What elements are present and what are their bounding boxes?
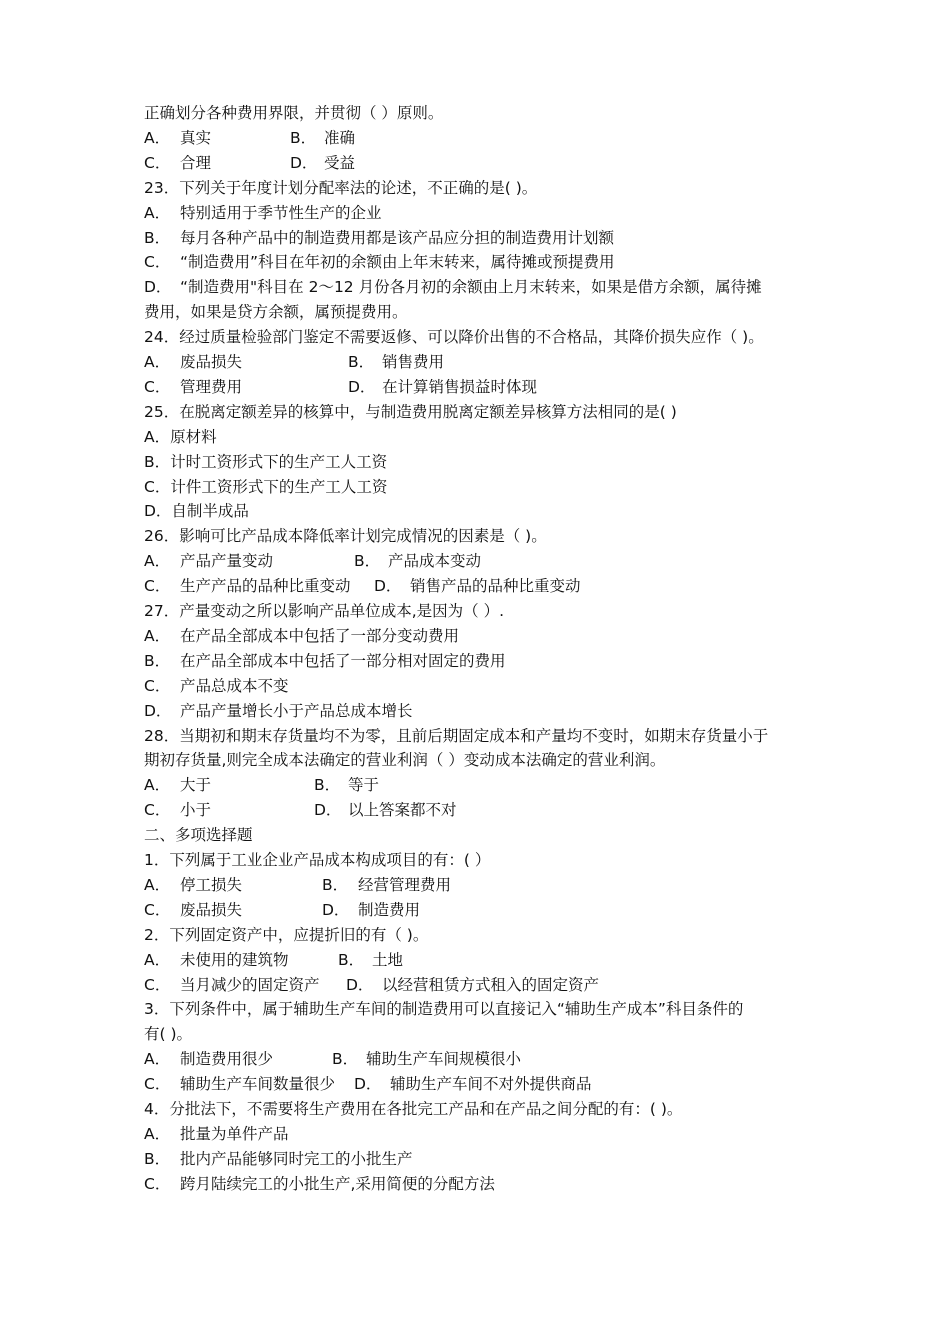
text-segment: C．: [144, 975, 171, 994]
text-segment: 在计算销售损益时体现: [382, 377, 538, 396]
text-segment: A．: [144, 128, 171, 147]
text-segment: 24．经过质量检验部门鉴定不需要返修、可以降价出售的不合格品，其降价损失应作（ )。: [144, 328, 764, 347]
text-segment: B．: [144, 228, 171, 247]
text-segment: C．: [144, 1174, 171, 1193]
text-segment: D．: [314, 801, 342, 820]
text-segment: A．: [144, 1050, 171, 1069]
text-segment: C．: [144, 676, 171, 695]
text-segment: 销售产品的品种比重变动: [410, 577, 581, 596]
text-segment: B．: [144, 1149, 171, 1168]
text-segment: 有( )。: [144, 1025, 193, 1044]
text-segment: 1．下列属于工业企业产品成本构成项目的有：( ）: [144, 851, 491, 869]
text-segment: A．: [144, 950, 171, 969]
text-segment: B．: [290, 128, 317, 147]
text-segment: 废品损失: [180, 900, 243, 919]
text-segment: C．: [144, 1075, 171, 1094]
text-segment: B．计时工资形式下的生产工人工资: [144, 452, 388, 471]
text-segment: A．: [144, 626, 171, 645]
text-segment: D．: [346, 975, 374, 994]
text-segment: B．: [332, 1050, 359, 1069]
text-segment: 每月各种产品中的制造费用都是该产品应分担的制造费用计划额: [180, 228, 615, 247]
text-segment: 二、多项选择题: [144, 826, 253, 845]
text-segment: D．: [290, 153, 318, 172]
text-segment: 大于: [180, 776, 212, 795]
text-segment: “制造费用"科目在 2～12 月份各月初的余额由上月末转来，如果是借方余额，属待摊: [180, 278, 762, 297]
text-segment: 以经营租赁方式租入的固定资产: [382, 975, 600, 994]
text-segment: 制造费用很少: [180, 1050, 274, 1069]
text-segment: 辅助生产车间规模很小: [366, 1050, 522, 1069]
text-segment: 制造费用: [358, 900, 421, 919]
text-segment: 合理: [180, 153, 212, 172]
text-segment: 批量为单件产品: [180, 1124, 289, 1143]
text-segment: 生产产品的品种比重变动: [180, 577, 351, 596]
text-segment: C．: [144, 900, 171, 919]
text-segment: 以上答案都不对: [348, 801, 457, 820]
text-segment: D．: [348, 377, 376, 396]
text-segment: B．: [338, 950, 365, 969]
text-segment: 产品产量增长小于产品总成本增长: [180, 701, 413, 720]
text-segment: A．: [144, 203, 171, 222]
text-segment: D．: [374, 577, 402, 596]
text-segment: 未使用的建筑物: [180, 950, 289, 969]
text-segment: 费用，如果是贷方余额，属预提费用。: [144, 303, 408, 322]
text-segment: 26．影响可比产品成本降低率计划完成情况的因素是（ )。: [144, 527, 547, 546]
text-segment: 27．产量变动之所以影响产品单位成本,是因为（ ）.: [144, 602, 505, 620]
text-segment: C．: [144, 377, 171, 396]
text-segment: D．自制半成品: [144, 502, 249, 521]
text-segment: 在产品全部成本中包括了一部分相对固定的费用: [180, 651, 506, 670]
text-segment: 销售费用: [382, 353, 445, 371]
text-segment: A．: [144, 1124, 171, 1143]
text-segment: 4．分批法下，不需要将生产费用在各批完工产品和在产品之间分配的有：( )。: [144, 1100, 683, 1118]
text-segment: 期初存货量,则完全成本法确定的营业利润（ ）变动成本法确定的营业利润。: [144, 751, 666, 770]
text-segment: D．: [322, 900, 350, 919]
text-segment: A．: [144, 552, 171, 571]
text-segment: 受益: [324, 153, 356, 172]
text-segment: 在产品全部成本中包括了一部分变动费用: [180, 626, 460, 645]
text-segment: 废品损失: [180, 353, 243, 371]
text-segment: 3．下列条件中，属于辅助生产车间的制造费用可以直接记入“辅助生产成本”科目条件的: [144, 1000, 744, 1019]
text-segment: 等于: [348, 776, 380, 795]
text-segment: 管理费用: [180, 377, 243, 396]
text-segment: A．原材料: [144, 427, 217, 446]
text-segment: 辅助生产车间不对外提供商品: [390, 1075, 592, 1094]
text-segment: B．: [348, 353, 375, 371]
text-segment: 真实: [180, 128, 212, 147]
text-segment: 跨月陆续完工的小批生产,采用简便的分配方法: [180, 1174, 495, 1193]
text-segment: B．: [354, 552, 381, 571]
text-segment: 28．当期初和期末存货量均不为零，且前后期固定成本和产量均不变时，如期末存货量小于: [144, 726, 769, 745]
text-segment: C．: [144, 801, 171, 820]
text-segment: C．: [144, 153, 171, 172]
text-segment: 2．下列固定资产中，应提折旧的有（ )。: [144, 925, 429, 944]
text-segment: D．: [144, 278, 172, 297]
text-segment: B．: [144, 651, 171, 670]
text-segment: A．: [144, 875, 171, 894]
text-segment: 停工损失: [180, 875, 243, 894]
text-segment: 特别适用于季节性生产的企业: [180, 203, 382, 222]
text-segment: 准确: [324, 128, 356, 147]
text-segment: A．: [144, 776, 171, 795]
text-segment: D．: [354, 1075, 382, 1094]
text-segment: 土地: [372, 950, 404, 969]
text-segment: 辅助生产车间数量很少: [180, 1075, 336, 1094]
text-segment: 经营管理费用: [358, 875, 452, 894]
text-segment: 正确划分各种费用界限，并贯彻（ ）原则。: [144, 104, 444, 122]
text-segment: B．: [314, 776, 341, 795]
text-segment: 25．在脱离定额差异的核算中，与制造费用脱离定额差异核算方法相同的是( ): [144, 402, 677, 421]
text-segment: 产品产量变动: [180, 552, 274, 571]
text-segment: 产品总成本不变: [180, 676, 289, 695]
text-segment: C．计件工资形式下的生产工人工资: [144, 477, 388, 496]
text-segment: B．: [322, 875, 349, 894]
text-segment: 小于: [180, 801, 212, 820]
text-segment: 23．下列关于年度计划分配率法的论述，不正确的是( )。: [144, 178, 538, 197]
text-segment: 批内产品能够同时完工的小批生产: [180, 1149, 413, 1168]
text-segment: C．: [144, 253, 171, 272]
text-segment: C．: [144, 577, 171, 596]
text-segment: “制造费用”科目在年初的余额由上年末转来，属待摊或预提费用: [180, 253, 615, 272]
text-segment: 产品成本变动: [388, 552, 482, 571]
text-segment: A．: [144, 353, 171, 371]
text-segment: 当月减少的固定资产: [180, 975, 320, 994]
text-segment: D．: [144, 701, 172, 720]
